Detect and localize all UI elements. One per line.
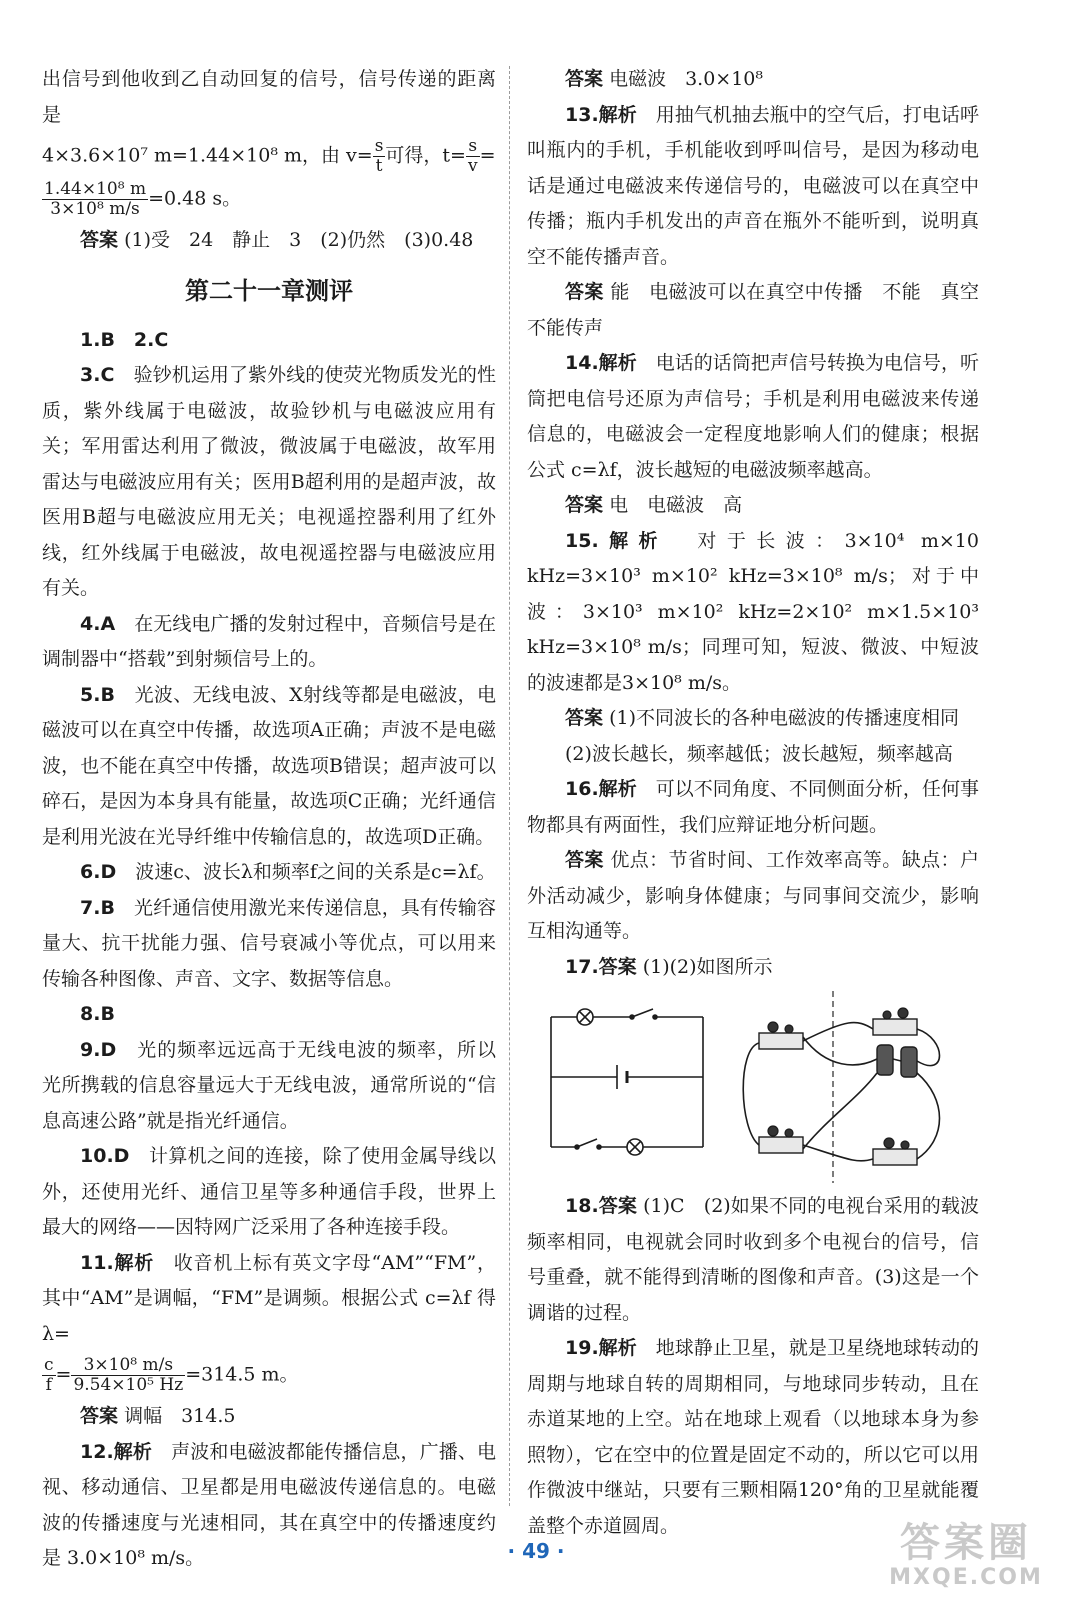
right-column xyxy=(527,62,979,1544)
answer-text: (1)C (2)如果不同的电视台采用的载波频率相同，电视就会同时收到多个电视台的信号，信号重叠，就不能得到清晰的图像和声音。(3)这是一个调谐的过程。 xyxy=(527,1195,979,1324)
question-number: 18. xyxy=(565,1195,599,1217)
answer-text: 调幅 314.5 xyxy=(124,1405,236,1427)
circuit-schematic xyxy=(551,1009,703,1155)
question-16-answer xyxy=(527,843,979,950)
analysis-label: 解析 xyxy=(598,529,668,552)
question-number: 13. xyxy=(565,103,599,126)
intro-eq-result: =0.48 s。 xyxy=(148,187,242,210)
equals-sign: = xyxy=(55,1363,72,1386)
chapter-title: 第二十一章测评 xyxy=(185,276,353,305)
frac-numerator: 3×10⁸ m/s xyxy=(71,1356,185,1376)
left-column xyxy=(42,62,496,1577)
frac-denominator: 3×10⁸ m/s xyxy=(50,199,140,219)
answer-text: 电磁波 3.0×10⁸ xyxy=(609,68,763,90)
question-text: 在无线电广播的发射过程中，音频信号是在调制器中“搭载”到射频信号上的。 xyxy=(42,612,496,670)
question-number: 8.B xyxy=(80,1003,115,1025)
question-text: 光纤通信使用激光来传递信息，具有传输容量大、抗干扰能力强、信号衰减小等优点，可以用来传输各种图像、声音、文字、数据等信息。 xyxy=(42,896,496,990)
physical-wiring xyxy=(743,991,939,1183)
column-divider xyxy=(509,66,510,1506)
analysis-label: 解析 xyxy=(598,352,637,374)
frac-numerator: s xyxy=(466,137,480,157)
watermark-text: 答案圈 xyxy=(900,1520,1032,1566)
question-number: 4.A xyxy=(80,612,116,635)
fraction-speed-over-frequency xyxy=(71,1356,185,1395)
question-number: 6.D xyxy=(80,861,117,883)
question-text: 收音机上标有英文字母“AM”“FM”，其中“AM”是调幅，“FM”是调频。根据公式 c=λf 得λ= xyxy=(42,1251,496,1345)
question-18 xyxy=(527,1189,979,1331)
answer-text: (1)不同波长的各种电磁波的传播速度相同 xyxy=(609,707,959,729)
intro-eq-part-c: = xyxy=(479,144,496,167)
intro-eq-part-a: 4×3.6×10⁷ m=1.44×10⁸ m，由 v= xyxy=(42,144,373,167)
question-11 xyxy=(42,1246,496,1353)
answer-label: 答案 xyxy=(565,281,604,303)
question-number: 1.B 2.C xyxy=(80,328,169,351)
question-4 xyxy=(42,607,496,678)
frac-numerator: s xyxy=(374,136,384,156)
question-11-equation xyxy=(42,1356,496,1395)
circuit-figure xyxy=(527,989,979,1185)
equation-result: =314.5 m。 xyxy=(185,1363,299,1386)
question-text: 对于长波：3×10⁴ m×10 kHz=3×10³ m×10² kHz=3×10⁸ m/s；对于中波：3×10³ m×10² kHz=2×10² m×1.5×10³ kHz=3×10⁸ m/s；同理可知，短波、微波、中短波的波速都是3×10⁸ m/s。 xyxy=(527,529,979,694)
question-number: 17. xyxy=(565,955,599,978)
question-number: 10.D xyxy=(80,1145,130,1167)
watermark-logo xyxy=(866,1520,1066,1598)
question-17 xyxy=(527,950,979,986)
question-number: 12. xyxy=(80,1440,114,1463)
question-1-2 xyxy=(42,323,496,359)
question-7 xyxy=(42,891,496,998)
answer-text: (1)(2)如图所示 xyxy=(642,955,773,978)
question-5 xyxy=(42,678,496,856)
question-number: 11. xyxy=(80,1251,114,1274)
answer-label: 答案 xyxy=(565,494,604,516)
question-number: 3.C xyxy=(80,364,115,386)
question-text: 声波和电磁波都能传播信息，广播、电视、移动通信、卫星都是用电磁波传递信息的。电磁波的传播速度与光速相同，其在真空中的传播速度约是 3.0×10⁸ m/s。 xyxy=(42,1440,496,1569)
question-number: 9.D xyxy=(80,1038,117,1061)
analysis-label: 解析 xyxy=(113,1440,153,1463)
answer-text: (1)受 24 静止 3 (2)仍然 (3)0.48 xyxy=(124,229,474,251)
circuit-diagram xyxy=(527,989,979,1185)
question-6 xyxy=(42,855,496,891)
analysis-label: 解析 xyxy=(598,1337,637,1359)
analysis-label: 解析 xyxy=(598,103,637,126)
question-14 xyxy=(527,346,979,488)
answer-label: 答案 xyxy=(565,68,604,90)
question-11-answer xyxy=(42,1399,496,1435)
question-number: 19. xyxy=(565,1337,599,1359)
answer-label: 答案 xyxy=(565,707,604,729)
fraction-s-over-t xyxy=(373,137,386,176)
question-number: 7.B xyxy=(80,896,115,919)
question-3 xyxy=(42,358,496,607)
question-number: 14. xyxy=(565,352,599,374)
answer-label: 答案 xyxy=(565,849,604,871)
question-text: 计算机之间的连接，除了使用金属导线以外，还使用光纤、通信卫星等多种通信手段，世界上最大的网络——因特网广泛采用了各种连接手段。 xyxy=(42,1145,496,1238)
intro-equation-2 xyxy=(42,180,496,219)
frac-denominator: v xyxy=(467,156,478,176)
frac-denominator: f xyxy=(45,1375,52,1395)
question-16 xyxy=(527,772,979,843)
analysis-label: 解析 xyxy=(113,1251,154,1274)
question-15 xyxy=(527,524,979,702)
question-14-answer xyxy=(527,488,979,524)
analysis-label: 解析 xyxy=(598,778,637,800)
question-15-answer-2: (2)波长越长，频率越低；波长越短，频率越高 xyxy=(565,742,953,765)
question-text: 波速c、波长λ和频率f之间的关系是c=λf。 xyxy=(135,861,496,883)
fraction-s-over-v xyxy=(466,137,480,176)
switch-icon xyxy=(577,1139,597,1147)
question-8 xyxy=(42,997,496,1033)
frac-numerator: c xyxy=(44,1355,54,1375)
watermark-url: MXQE.COM xyxy=(889,1565,1043,1590)
question-number: 15. xyxy=(565,529,599,552)
question-text: 可以不同角度、不同侧面分析，任何事物都具有两面性，我们应辩证地分析问题。 xyxy=(527,778,979,836)
question-text: 光的频率远远高于无线电波的频率，所以光所携载的信息容量远大于无线电波，通常所说的“信息高速公路”就是指光纤通信。 xyxy=(42,1038,496,1132)
intro-equation xyxy=(42,137,496,176)
frac-denominator: t xyxy=(375,156,383,176)
question-text: 地球静止卫星，就是卫星绕地球转动的周期与地球自转的周期相同，与地球同步转动，且在赤道某地的上空。站在地球上观看（以地球本身为参照物），它在空中的位置是固定不动的，所以它可以用作微波中继站，只要有三颗相隔120°角的卫星就能覆盖整个赤道圆周。 xyxy=(527,1337,979,1537)
question-19 xyxy=(527,1331,979,1544)
answer-text: 电 电磁波 高 xyxy=(609,494,743,516)
question-10 xyxy=(42,1139,496,1246)
fraction-distance-over-speed xyxy=(42,180,148,219)
question-text: 电话的话筒把声信号转换为电信号，听筒把电信号还原为声信号；手机是利用电磁波来传递信息的，电磁波会一定程度地影响人们的健康；根据公式 c=λf，波长越短的电磁波频率越高。 xyxy=(527,352,979,481)
question-15-answer xyxy=(527,701,979,737)
question-9 xyxy=(42,1033,496,1140)
question-12-answer xyxy=(527,62,979,98)
intro-line-1: 出信号到他收到乙自动回复的信号，信号传递的距离是 xyxy=(42,68,496,126)
frac-numerator: 1.44×10⁸ m xyxy=(44,179,147,199)
answer-label: 答案 xyxy=(598,955,637,978)
intro-eq-part-b: 可得，t= xyxy=(385,144,466,167)
answer-label: 答案 xyxy=(80,1405,119,1427)
question-text: 用抽气机抽去瓶中的空气后，打电话呼叫瓶内的手机，手机能收到呼叫信号，是因为移动电话是通过电磁波来传递信号的，电磁波可以在真空中传播；瓶内手机发出的声音在瓶外不能听到，说明真空不能传播声音。 xyxy=(527,103,979,268)
question-text: 光波、无线电波、X射线等都是电磁波，电磁波可以在真空中传播，故选项A正确；声波不是电磁波，也不能在真空中传播，故选项B错误；超声波可以碎石，是因为本身具有能量，故选项C正确；光纤通信是利用光波在光导纤维中传输信息的，故选项D正确。 xyxy=(42,683,496,848)
answer-label: 答案 xyxy=(80,229,119,251)
question-13-answer xyxy=(527,275,979,346)
fraction-c-over-f xyxy=(42,1356,56,1395)
question-number: 16. xyxy=(565,778,599,800)
answer-text: 能 电磁波可以在真空中传播 不能 真空不能传声 xyxy=(527,281,979,339)
answer-text: 优点：节省时间、工作效率高等。缺点：户外活动减少，影响身体健康；与同事间交流少，影响互相沟通等。 xyxy=(527,849,979,942)
question-13 xyxy=(527,98,979,276)
answer-label: 答案 xyxy=(598,1195,637,1217)
page-number: · 49 · xyxy=(507,1539,565,1563)
switch-icon xyxy=(632,1009,653,1017)
intro-answer xyxy=(42,223,496,259)
question-text: 验钞机运用了紫外线的使荧光物质发光的性质，紫外线属于电磁波，故验钞机与电磁波应用有关；军用雷达利用了微波，微波属于电磁波，故军用雷达与电磁波应用有关；医用B超利用的是超声波，故医用B超与电磁波应用无关；电视遥控器利用了红外线，红外线属于电磁波，故电视遥控器与电磁波应用有关。 xyxy=(42,364,496,599)
question-number: 5.B xyxy=(80,683,115,706)
frac-denominator: 9.54×10⁵ Hz xyxy=(73,1375,184,1395)
